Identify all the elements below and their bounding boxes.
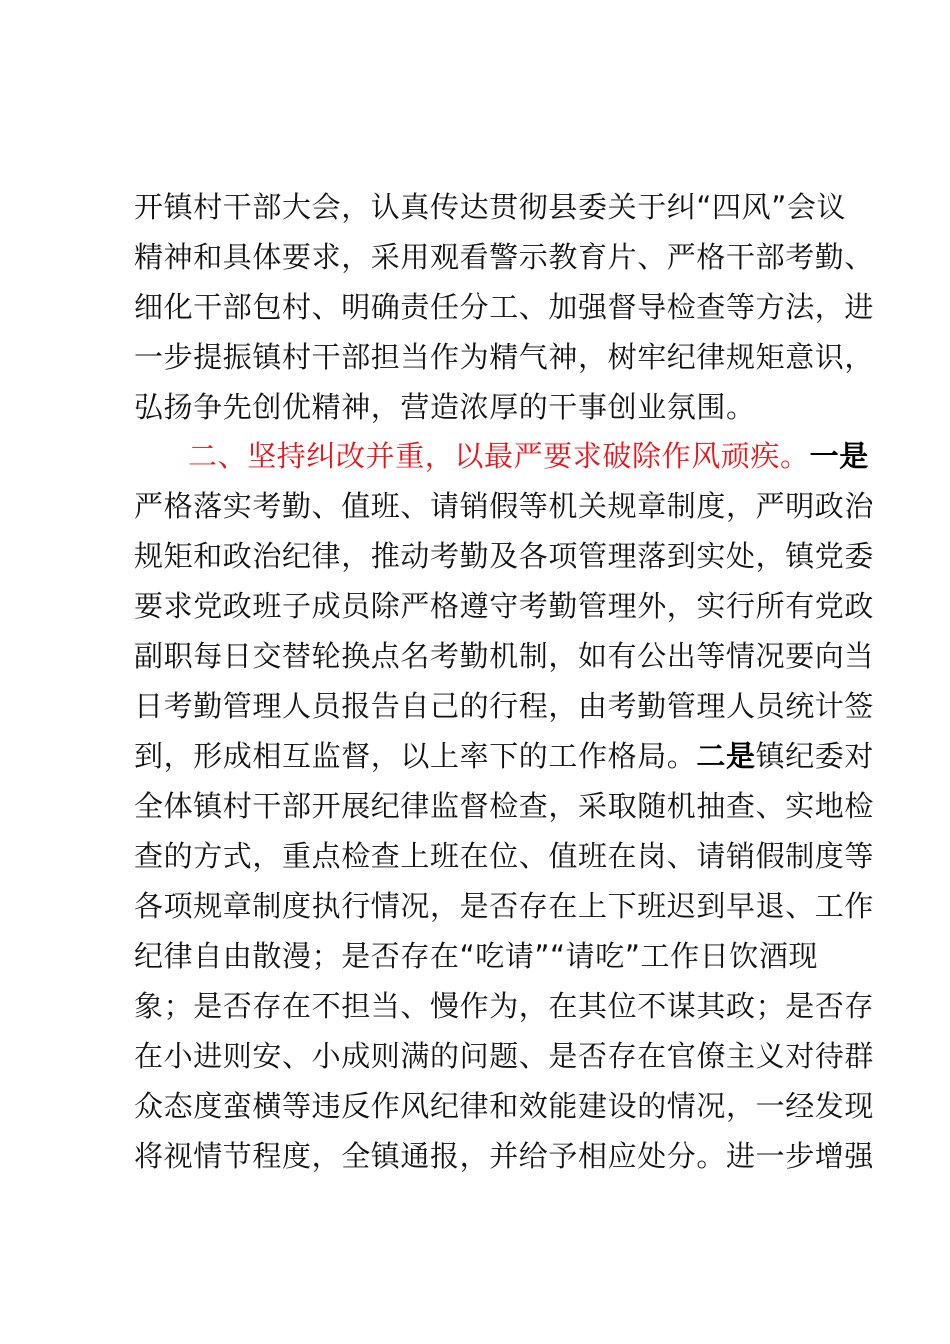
text-line	[134, 731, 875, 781]
section-heading: 二、坚持纠改并重，以最严要求破除作风顽疾。	[188, 439, 810, 473]
section-heading-line	[188, 431, 869, 481]
text-line: 细化干部包村、明确责任分工、加强督导检查等方法，进	[134, 290, 875, 324]
text-line: 规矩和政治纪律，推动考勤及各项管理落到实处，镇党委	[134, 539, 875, 573]
text-line: 开镇村干部大会，认真传达贯彻县委关于纠“四风”会议	[134, 190, 847, 224]
text-line: 日考勤管理人员报告自己的行程，由考勤管理人员统计签	[134, 689, 875, 723]
text-line: 一步提振镇村干部担当作为精气神，树牢纪律规矩意识，	[134, 340, 875, 374]
text-line: 纪律自由散漫；是否存在“吃请”“请吃”工作日饮酒现	[134, 939, 819, 973]
text-line: 各项规章制度执行情况，是否存在上下班迟到早退、工作	[134, 889, 875, 923]
text-line: 严格落实考勤、值班、请销假等机关规章制度，严明政治	[134, 489, 875, 523]
text-segment: 镇纪委对	[755, 739, 875, 773]
text-line: 副职每日交替轮换点名考勤机制，如有公出等情况要向当	[134, 639, 875, 673]
point-marker-first: 一是	[809, 439, 869, 473]
text-line: 众态度蛮横等违反作风纪律和效能建设的情况，一经发现	[134, 1089, 875, 1123]
text-line: 全体镇村干部开展纪律监督检查，采取随机抽查、实地检	[134, 789, 875, 823]
point-marker-second: 二是	[696, 739, 756, 773]
text-line: 查的方式，重点检查上班在位、值班在岗、请销假制度等	[134, 839, 875, 873]
text-segment: 到，形成相互监督，以上率下的工作格局。	[134, 739, 697, 773]
text-line: 象；是否存在不担当、慢作为，在其位不谋其政；是否存	[134, 989, 875, 1023]
text-line: 在小进则安、小成则满的问题、是否存在官僚主义对待群	[134, 1039, 875, 1073]
text-line: 要求党政班子成员除严格遵守考勤管理外，实行所有党政	[134, 589, 875, 623]
text-line: 精神和具体要求，采用观看警示教育片、严格干部考勤、	[134, 240, 875, 274]
text-line: 弘扬争先创优精神，营造浓厚的干事创业氛围。	[134, 390, 756, 424]
text-line: 将视情节程度，全镇通报，并给予相应处分。进一步增强	[134, 1139, 875, 1173]
